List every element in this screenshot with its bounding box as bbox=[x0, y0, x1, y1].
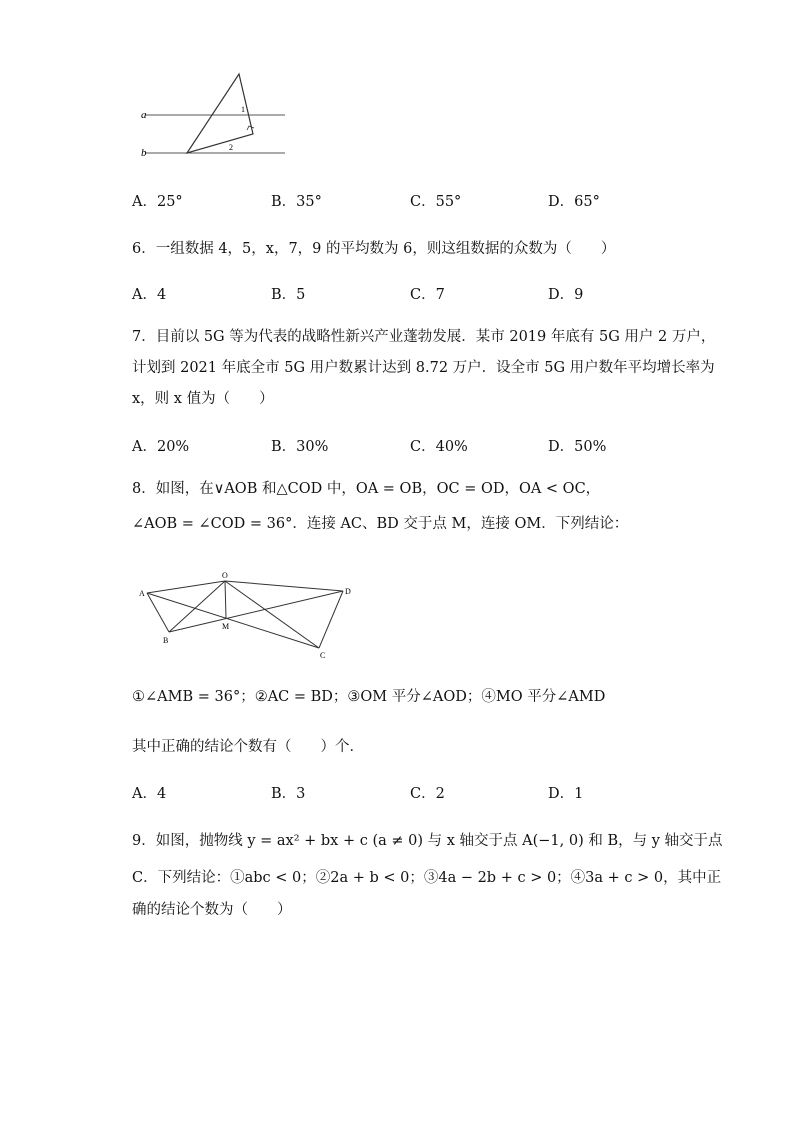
q7-stem-line2: 计划到 2021 年底全市 5G 用户数累计达到 8.72 万户．设全市 5G 用户数年平均增长率为 bbox=[132, 360, 715, 376]
q8-option-d[interactable]: D．1 bbox=[548, 786, 584, 802]
q7-option-a[interactable]: A．20% bbox=[132, 439, 190, 455]
q8-option-a[interactable]: A．4 bbox=[132, 786, 167, 802]
q7-option-b[interactable]: B．30% bbox=[271, 439, 329, 455]
point-b-label: B bbox=[163, 636, 169, 645]
point-d-label: D bbox=[345, 587, 351, 596]
q6-option-d[interactable]: D．9 bbox=[548, 287, 584, 303]
q9-stem-line3: 确的结论个数为（ ） bbox=[132, 902, 292, 918]
q7-option-c[interactable]: C．40% bbox=[410, 439, 468, 455]
segment-om bbox=[225, 581, 226, 618]
segment-bd bbox=[169, 591, 343, 632]
point-a-label: A bbox=[139, 589, 145, 598]
q6-option-b[interactable]: B．5 bbox=[271, 287, 306, 303]
triangles-figure bbox=[135, 570, 360, 662]
q6-option-c[interactable]: C．7 bbox=[410, 287, 445, 303]
q5-option-a[interactable]: A．25° bbox=[132, 194, 183, 210]
q5-option-b[interactable]: B．35° bbox=[271, 194, 322, 210]
label-b: b bbox=[141, 147, 147, 159]
label-1: 1 bbox=[241, 105, 245, 114]
q8-option-c[interactable]: C．2 bbox=[410, 786, 445, 802]
q6-option-a[interactable]: A．4 bbox=[132, 287, 167, 303]
parallel-lines-figure bbox=[135, 68, 295, 163]
point-o-label: O bbox=[222, 571, 228, 580]
q7-stem-line1: 7．目前以 5G 等为代表的战略性新兴产业蓬勃发展．某市 2019 年底有 5G 用户 2 万户， bbox=[132, 329, 716, 345]
q5-option-d[interactable]: D．65° bbox=[548, 194, 600, 210]
point-c-label: C bbox=[320, 651, 326, 660]
segment-ac bbox=[147, 593, 319, 648]
q9-stem-line1: 9．如图，抛物线 y = ax² + bx + c (a ≠ 0) 与 x 轴交于点 A(−1, 0) 和 B，与 y 轴交于点 bbox=[132, 833, 723, 849]
label-a: a bbox=[141, 109, 147, 121]
q6-stem: 6．一组数据 4，5，x，7，9 的平均数为 6，则这组数据的众数为（ ） bbox=[132, 241, 616, 257]
q7-stem-line3: x，则 x 值为（ ） bbox=[132, 391, 274, 407]
q8-stem-line1: 8．如图，在∨AOB 和△COD 中，OA = OB，OC = OD，OA < OC， bbox=[132, 481, 601, 497]
segment-dc bbox=[319, 591, 343, 648]
q8-question: 其中正确的结论个数有（ ）个． bbox=[132, 739, 364, 755]
segment-oc bbox=[225, 581, 319, 648]
point-m-label: M bbox=[222, 622, 230, 631]
right-angle-mark bbox=[247, 126, 254, 130]
q8-conclusions: ①∠AMB = 36°；②AC = BD；③OM 平分∠AOD；④MO 平分∠AMD bbox=[132, 689, 606, 705]
q8-stem-line2: ∠AOB = ∠COD = 36°．连接 AC、BD 交于点 M，连接 OM．下列结论： bbox=[132, 516, 629, 532]
q8-option-b[interactable]: B．3 bbox=[271, 786, 306, 802]
q7-option-d[interactable]: D．50% bbox=[548, 439, 607, 455]
label-2: 2 bbox=[229, 143, 233, 152]
segment-od bbox=[225, 581, 343, 591]
q5-option-c[interactable]: C．55° bbox=[410, 194, 462, 210]
q9-stem-line2: C．下列结论：①abc < 0；②2a + b < 0；③4a − 2b + c > 0；④3a + c > 0，其中正 bbox=[132, 870, 722, 886]
